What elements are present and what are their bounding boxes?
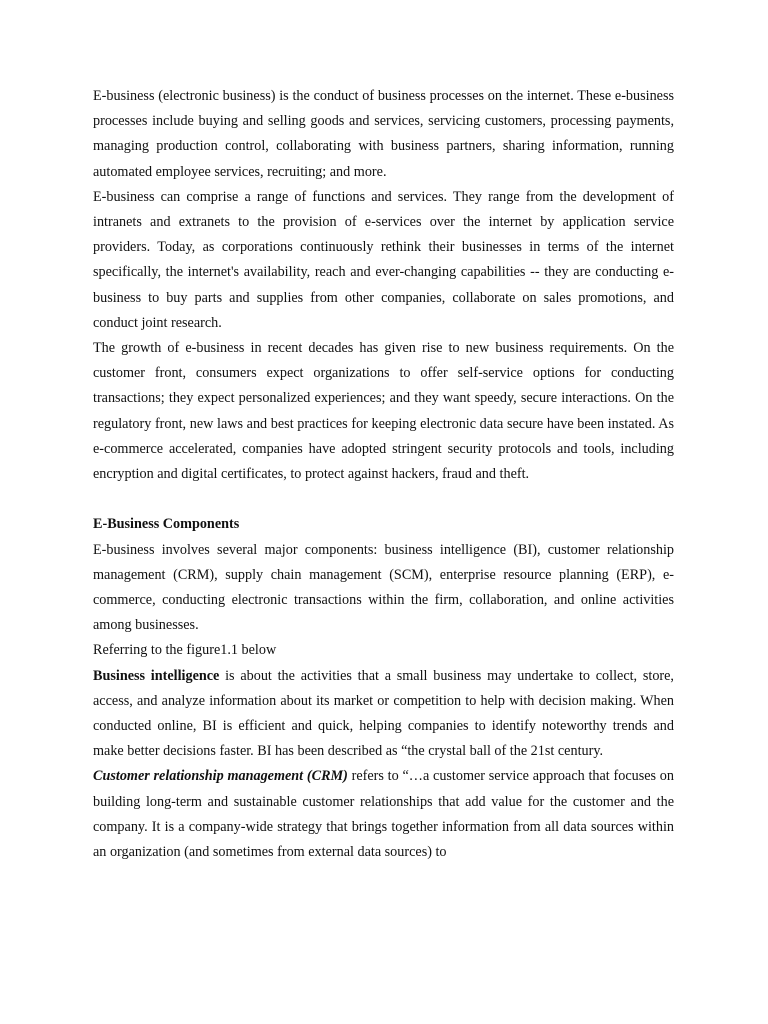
paragraph-components-intro: E-business involves several major components: business intelligence (BI), customer relationship management (CRM), supply chain management (SCM), enterprise resource planning (ERP), e-commerce, conducting electronic transactions within the firm, collaboration, and online activities among businesses. — [93, 541, 674, 634]
paragraph-ebusiness-definition: E-business (electronic business) is the conduct of business processes on the internet. These e-business processes include buying and selling goods and services, servicing customers, processing payments, managing production control, collaborating with business partners, sharing information, running automated employee services, recruiting; and more. — [93, 88, 674, 180]
paragraph-business-intelligence — [93, 664, 674, 765]
paragraph-ebusiness-functions: E-business can comprise a range of functions and services. They range from the development of intranets and extranets to the provision of e-services over the internet by application service providers. Today, as corporations continuously rethink their businesses in terms of the internet specifically, the internet's availability, reach and ever-changing capabilities -- they are conducting e-business to buy parts and supplies from other companies, collaborate on sales promotions, and conduct joint research. — [93, 188, 674, 331]
crm-text: refers to “…a customer service approach that focuses on building long-term and sustainable customer relationships that add value for the customer and the company. It is a company-wide strategy that brings together information from all data sources within an organization (and sometimes from external data sources) to — [93, 768, 674, 861]
paragraph-ebusiness-growth: The growth of e-business in recent decades has given rise to new business requirements. On the customer front, consumers expect organizations to offer self-service options for conducting transactions; they expect personalized experiences; and they want speedy, secure interactions. On the regulatory front, new laws and best practices for keeping electronic data secure have been instated. As e-commerce accelerated, companies have adopted stringent security protocols and tools, including encryption and digital certificates, to protect against hackers, fraud and theft. — [93, 340, 674, 483]
paragraph-spacer — [93, 487, 674, 512]
term-crm: Customer relationship management (CRM) — [93, 768, 348, 785]
figure-reference: Referring to the figure1.1 below — [93, 642, 277, 659]
term-business-intelligence: Business intelligence — [93, 667, 220, 684]
business-intelligence-text: is about the activities that a small business may undertake to collect, store, access, and analyze information about its market or competition to help with decision making. When conducted online, BI is efficient and quick, helping companies to identify noteworthy trends and make better decisions faster. BI has been described as “the crystal ball of the 21st century. — [93, 667, 674, 760]
section-heading: E-Business Components — [93, 516, 240, 533]
document-page — [93, 84, 674, 865]
paragraph-crm — [93, 764, 674, 865]
